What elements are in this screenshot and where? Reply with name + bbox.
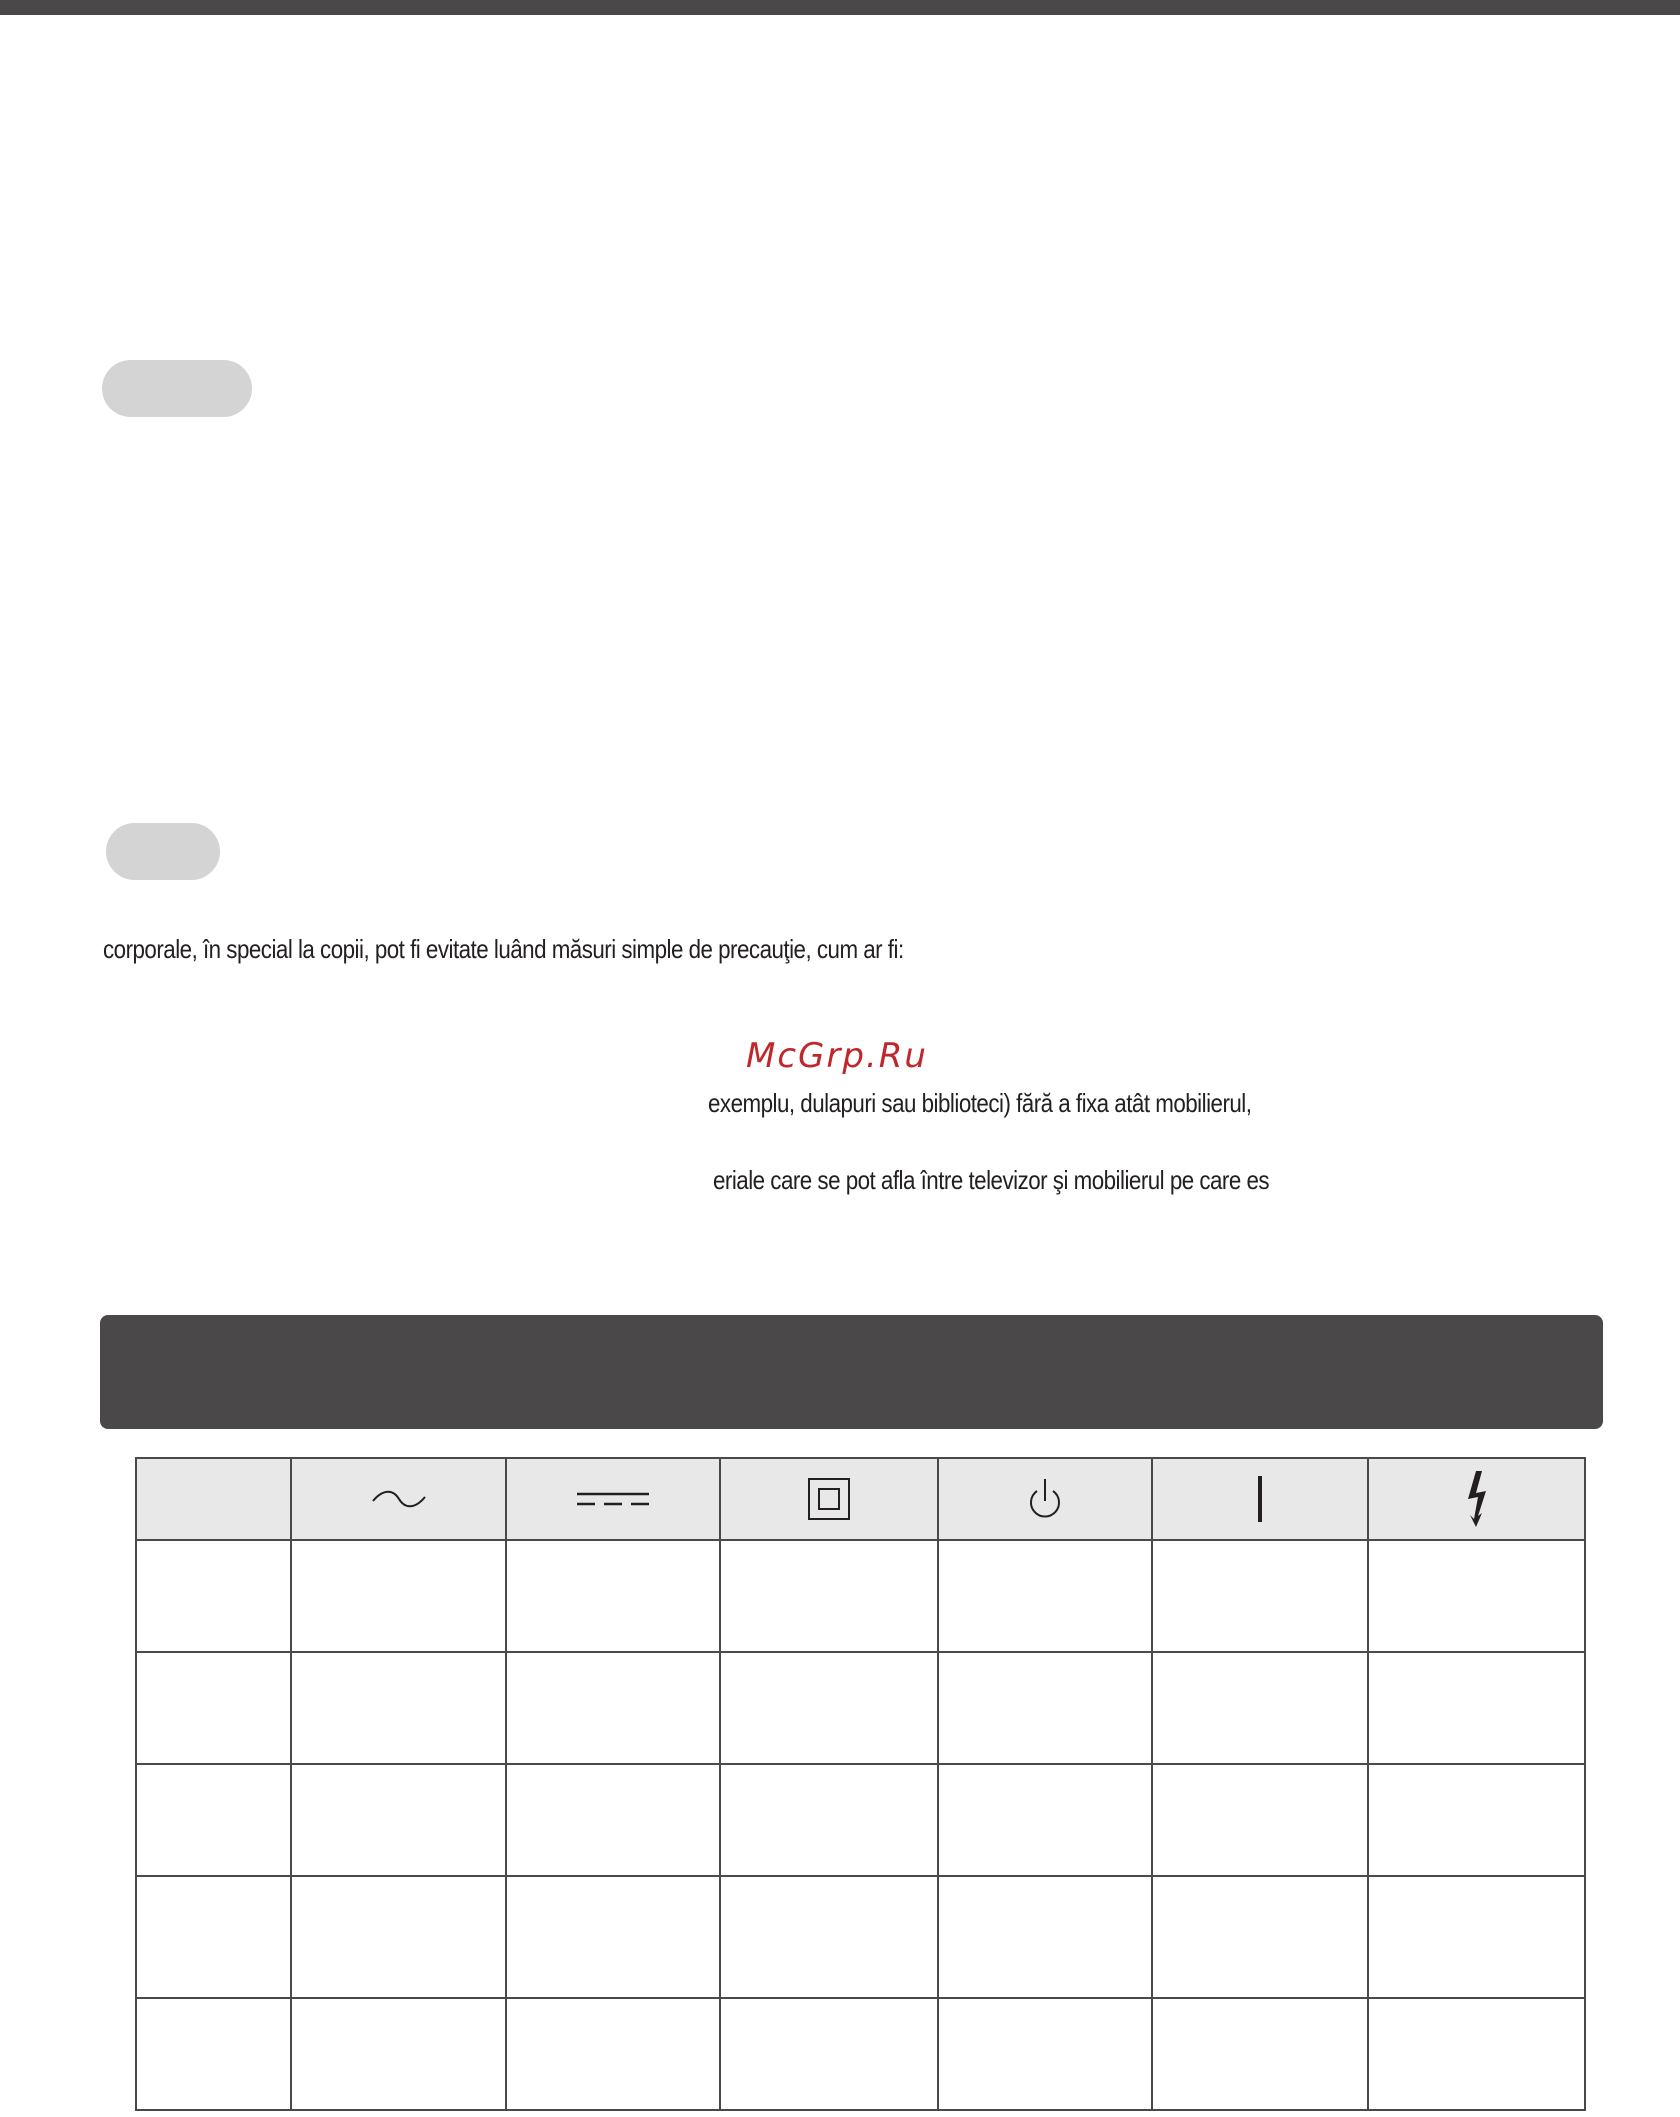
table-cell [1152, 1876, 1368, 1998]
table-cell [136, 1998, 291, 2110]
table-cell [1368, 1998, 1585, 2110]
symbols-header-row [136, 1458, 1585, 1540]
table-cell [136, 1876, 291, 1998]
direct-current-icon [575, 1487, 651, 1511]
table-cell [136, 1652, 291, 1764]
top-bar [0, 0, 1680, 15]
table-cell [136, 1540, 291, 1652]
table-cell [720, 1998, 938, 2110]
table-cell [506, 1764, 720, 1876]
table-cell [1152, 1540, 1368, 1652]
table-cell [720, 1764, 938, 1876]
table-cell [136, 1764, 291, 1876]
section-label-pill-2 [106, 823, 220, 880]
table-cell [720, 1540, 938, 1652]
table-cell [291, 1876, 506, 1998]
header-cell-power-on [1152, 1458, 1368, 1540]
bullet-text-line-a: exemplu, dulapuri sau biblioteci) fără a fixa atât mobilierul, [708, 1088, 1252, 1118]
table-cell [1368, 1876, 1585, 1998]
watermark-text: McGrp.Ru [746, 1036, 928, 1076]
table-cell [720, 1876, 938, 1998]
power-on-icon [1254, 1474, 1266, 1524]
dangerous-voltage-icon [1462, 1469, 1492, 1529]
table-cell [938, 1652, 1152, 1764]
table-cell [1368, 1652, 1585, 1764]
symbols-row [136, 1764, 1585, 1876]
table-cell [506, 1998, 720, 2110]
alternating-current-icon [369, 1487, 429, 1511]
standby-icon [1027, 1477, 1063, 1521]
table-cell [506, 1652, 720, 1764]
table-cell [291, 1998, 506, 2110]
section-heading-banner [100, 1315, 1603, 1429]
table-cell [291, 1764, 506, 1876]
table-cell [1152, 1652, 1368, 1764]
table-cell [506, 1540, 720, 1652]
header-cell-dc [506, 1458, 720, 1540]
header-cell-double-insulation [720, 1458, 938, 1540]
symbols-row [136, 1876, 1585, 1998]
table-cell [938, 1876, 1152, 1998]
table-cell [291, 1652, 506, 1764]
table-cell [1368, 1764, 1585, 1876]
header-cell-standby [938, 1458, 1152, 1540]
table-cell [720, 1652, 938, 1764]
intro-paragraph-line: corporale, în special la copii, pot fi evitate luând măsuri simple de precauţie, cum ar fi: [103, 934, 904, 964]
table-cell [1368, 1540, 1585, 1652]
table-cell [291, 1540, 506, 1652]
symbols-row [136, 1540, 1585, 1652]
table-cell [506, 1876, 720, 1998]
section-label-pill-1 [102, 360, 252, 417]
double-insulation-icon [807, 1477, 851, 1521]
table-cell [938, 1540, 1152, 1652]
table-cell [938, 1764, 1152, 1876]
table-cell [938, 1998, 1152, 2110]
symbols-row [136, 1998, 1585, 2110]
table-cell [1152, 1764, 1368, 1876]
header-cell-dangerous-voltage [1368, 1458, 1585, 1540]
table-cell [1152, 1998, 1368, 2110]
header-cell-empty [136, 1458, 291, 1540]
symbols-table [135, 1457, 1586, 2111]
bullet-text-line-b: eriale care se pot afla între televizor şi mobilierul pe care es [713, 1165, 1270, 1195]
symbols-row [136, 1652, 1585, 1764]
header-cell-ac [291, 1458, 506, 1540]
